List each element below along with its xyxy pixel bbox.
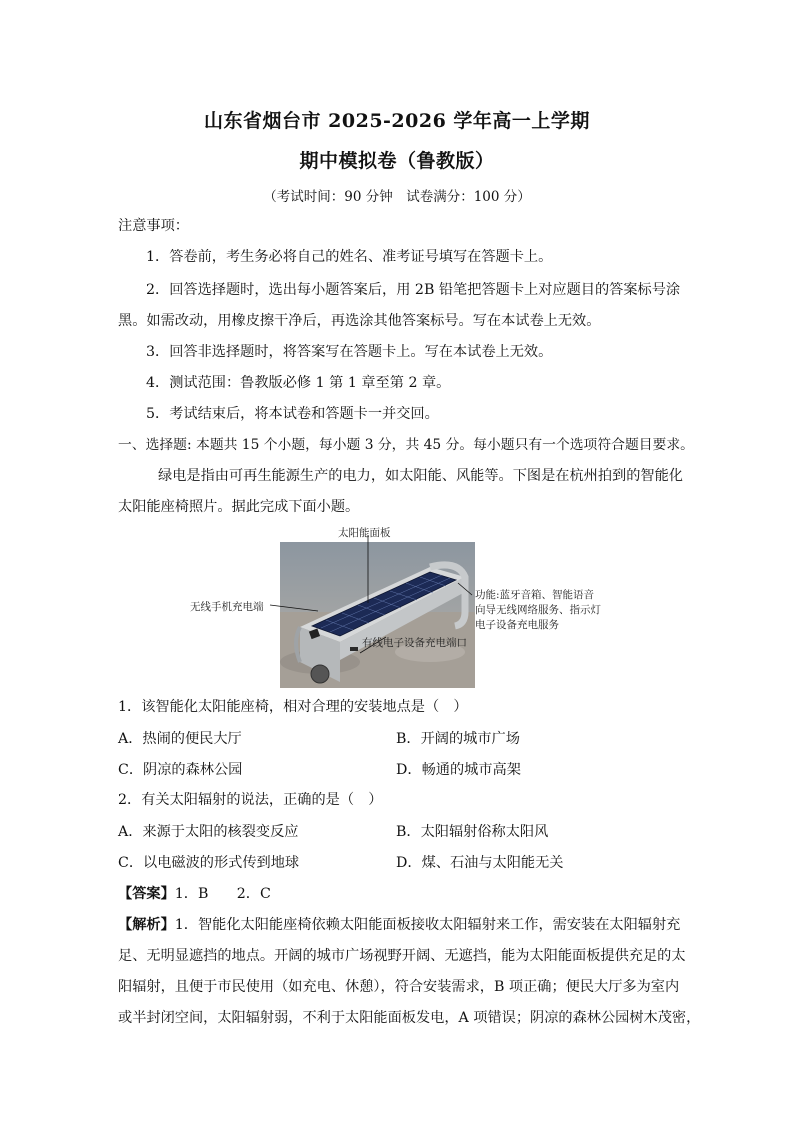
analysis-line3: 阳辐射，且便于市民使用（如充电、休憩），符合安装需求，B 项正确；便民大厅多为室内 — [118, 979, 680, 995]
q1-stem: 1．该智能化太阳能座椅，相对合理的安装地点是（ ） — [118, 699, 468, 715]
exam-title-line2: 期中模拟卷（鲁教版） — [299, 150, 495, 172]
q1-option-a: A．热闹的便民大厅 — [118, 731, 242, 747]
figure-label-wireless-charging: 无线手机充电端 — [190, 601, 264, 613]
note-item-4: 4．测试范围：鲁教版必修 1 第 1 章至第 2 章。 — [146, 375, 451, 391]
q1-option-c: C．阴凉的森林公园 — [118, 762, 243, 778]
analysis-line4: 或半封闭空间，太阳辐射弱，不利于太阳能面板发电，A 项错误；阴凉的森林公园树木茂密， — [118, 1010, 701, 1026]
exam-title-line1: 山东省烟台市 2025-2026 学年高一上学期 — [204, 110, 590, 132]
q1-option-b: B．开阔的城市广场 — [396, 731, 520, 747]
q2-option-a: A．来源于太阳的核裂变反应 — [118, 824, 299, 840]
answer-label: 【答案】 — [118, 886, 175, 902]
q2-stem: 2．有关太阳辐射的说法，正确的是（ ） — [118, 792, 383, 808]
note-item-3: 3．回答非选择题时，将答案写在答题卡上。写在本试卷上无效。 — [146, 344, 553, 360]
exam-info: （考试时间：90 分钟 试卷满分：100 分） — [263, 189, 531, 205]
answer-line — [118, 884, 688, 904]
callout-line-right — [458, 583, 472, 595]
q2-option-b: B．太阳辐射俗称太阳风 — [396, 824, 549, 840]
callout-line-left — [270, 605, 318, 611]
q1-option-d: D．畅通的城市高架 — [396, 762, 521, 778]
figure-label-function-1: 功能:蓝牙音箱、智能语音 — [475, 589, 595, 601]
note-item-1: 1．答卷前，考生务必将自己的姓名、准考证号填写在答题卡上。 — [146, 249, 553, 265]
q2-option-d: D．煤、石油与太阳能无关 — [396, 855, 564, 871]
analysis-line2: 足、无明显遮挡的地点。开阔的城市广场视野开阔、无遮挡，能为太阳能面板提供充足的太 — [118, 948, 686, 964]
figure-label-solar-panel: 太阳能面板 — [338, 527, 391, 539]
note-item-2-line2: 黑。如需改动，用橡皮擦干净后，再选涂其他答案标号。写在本试卷上无效。 — [118, 313, 601, 329]
notes-heading: 注意事项： — [118, 218, 189, 234]
analysis-line1 — [118, 915, 688, 935]
figure-label-wired-port: 有线电子设备充电端口 — [362, 637, 467, 649]
note-item-5: 5．考试结束后，将本试卷和答题卡一并交回。 — [146, 406, 439, 422]
figure-label-function-2: 向导无线网络服务、指示灯 — [475, 604, 601, 616]
answer-text: 1．B 2．C — [174, 886, 271, 902]
section1-intro-line2: 太阳能座椅照片。据此完成下面小题。 — [118, 499, 360, 515]
section1-heading: 一、选择题: 本题共 15 个小题，每小题 3 分，共 45 分。每小题只有一个选项符合题目要求。 — [118, 437, 694, 453]
q2-option-c: C．以电磁波的形式传到地球 — [118, 855, 300, 871]
note-item-2-line1: 2．回答选择题时，选出每小题答案后，用 2B 铅笔把答题卡上对应题目的答案标号涂 — [146, 282, 681, 298]
figure-label-function-3: 电子设备充电服务 — [475, 619, 559, 631]
solar-bench-figure — [190, 525, 640, 695]
analysis-label: 【解析】 — [118, 917, 175, 933]
analysis-text-1: 1．智能化太阳能座椅依赖太阳能面板接收太阳辐射来工作，需安装在太阳辐射充 — [174, 917, 681, 933]
section1-intro-line1: 绿电是指由可再生能源生产的电力，如太阳能、风能等。下图是在杭州拍到的智能化 — [158, 468, 683, 484]
